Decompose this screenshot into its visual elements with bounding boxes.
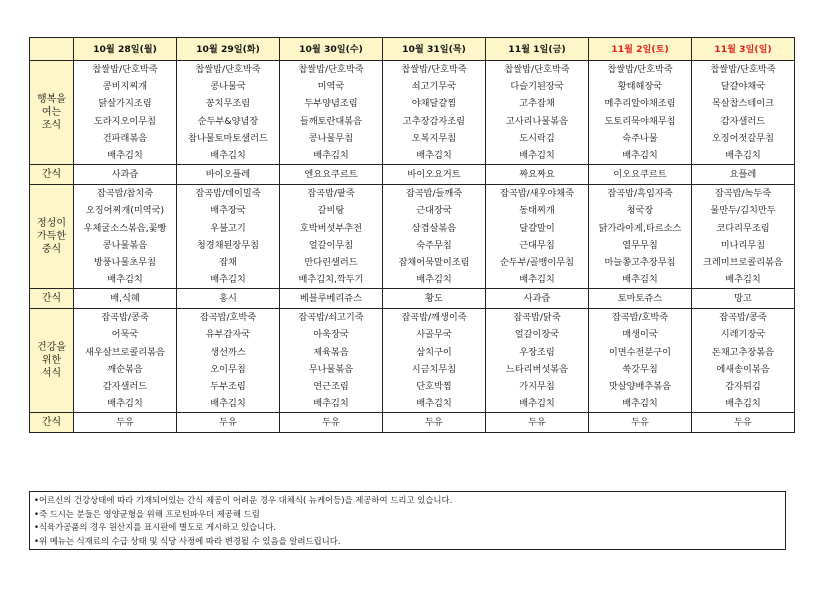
day-header: 10월 28일(월) bbox=[74, 38, 177, 61]
menu-item: 아욱장국 bbox=[313, 329, 349, 341]
menu-item: 감자샐러드 bbox=[102, 381, 148, 392]
menu-item: 잡곡밥/들깨죽 bbox=[405, 188, 463, 200]
day-header: 11월 1일(금) bbox=[486, 38, 589, 61]
menu-item: 찹쌀밥/단호박죽 bbox=[92, 64, 158, 75]
menu-item: 찹쌀밥/단호박죽 bbox=[298, 64, 364, 75]
meal-cell bbox=[383, 61, 486, 165]
snack-cell: 사과즙 bbox=[486, 289, 589, 309]
menu-item: 배추김치 bbox=[519, 274, 555, 286]
morning-snack-row bbox=[30, 165, 795, 185]
menu-item: 청국장 bbox=[626, 205, 654, 217]
meal-cell bbox=[486, 185, 589, 289]
menu-item: 미나리무침 bbox=[720, 239, 766, 251]
menu-item: 배추김치 bbox=[313, 398, 349, 410]
menu-item: 배추김치 bbox=[313, 149, 349, 161]
menu-item: 황태해장국 bbox=[617, 81, 663, 93]
menu-item: 잡곡밥/흑임자죽 bbox=[607, 188, 673, 200]
menu-item: 어묵국 bbox=[111, 329, 139, 341]
menu-item: 두부양념조림 bbox=[304, 98, 358, 110]
menu-item: 잡채어묵말이조림 bbox=[398, 256, 470, 268]
snack-cell: 황도 bbox=[383, 289, 486, 309]
menu-item: 고사리나물볶음 bbox=[505, 115, 569, 127]
menu-item: 배추김치 bbox=[107, 149, 143, 161]
meal-cell bbox=[280, 61, 383, 165]
menu-item: 찹쌀밥/단호박죽 bbox=[607, 64, 673, 75]
snack-cell: 토마토쥬스 bbox=[589, 289, 692, 309]
menu-item: 우불고기 bbox=[210, 222, 246, 234]
menu-item: 닭살가지조림 bbox=[98, 98, 152, 110]
menu-item: 찹쌀밥/단호박죽 bbox=[401, 64, 467, 75]
menu-item: 맛살양배추볶음 bbox=[608, 381, 672, 392]
menu-item: 근대무침 bbox=[519, 239, 555, 251]
snack-cell: 배,식혜 bbox=[74, 289, 177, 309]
menu-item: 쑥갓무침 bbox=[622, 363, 658, 375]
menu-item: 잡곡밥/쇠고기죽 bbox=[298, 312, 364, 324]
menu-item: 제육볶음 bbox=[313, 346, 349, 358]
meal-cell bbox=[692, 309, 795, 413]
menu-item: 배추김치 bbox=[519, 149, 555, 161]
menu-item: 무나물볶음 bbox=[308, 363, 354, 375]
menu-item: 가지무침 bbox=[519, 381, 555, 392]
menu-item: 배추김치 bbox=[725, 274, 761, 286]
menu-item: 만다린샐러드 bbox=[304, 256, 358, 268]
header-row bbox=[30, 38, 795, 61]
meal-cell bbox=[280, 309, 383, 413]
lunch-row-label: 정성이 가득한 중식 bbox=[30, 185, 74, 289]
menu-item: 느타리버섯볶음 bbox=[505, 363, 569, 375]
menu-item: 돈채고추장볶음 bbox=[711, 346, 775, 358]
snack-cell: 사과즙 bbox=[74, 165, 177, 185]
dinner-row-label: 건강을 위한 석식 bbox=[30, 309, 74, 413]
meal-cell bbox=[486, 61, 589, 165]
menu-item: 배추김치 bbox=[416, 274, 452, 286]
menu-item: 마늘쫑고추장무침 bbox=[604, 256, 676, 268]
breakfast-row-label: 행복을 여는 조식 bbox=[30, 61, 74, 165]
menu-item: 고추장감자조림 bbox=[402, 115, 466, 127]
menu-item: 달걀야채국 bbox=[720, 81, 766, 93]
snack-cell: 두유 bbox=[383, 413, 486, 433]
menu-item: 시금치무침 bbox=[411, 363, 457, 375]
snack-label: 간식 bbox=[30, 413, 74, 433]
snack-cell: 이오요쿠르트 bbox=[589, 165, 692, 185]
menu-item: 콩나물국 bbox=[210, 81, 246, 93]
menu-item: 잡곡밥/새우야채죽 bbox=[499, 188, 575, 200]
menu-item: 찹쌀밥/단호박죽 bbox=[504, 64, 570, 75]
note-line: •식육가공품의 경우 원산지를 표시판에 별도로 게시하고 있습니다. bbox=[34, 522, 277, 533]
menu-item: 배추김치 bbox=[622, 149, 658, 161]
menu-item: 찹쌀밥/단호박죽 bbox=[195, 64, 261, 75]
menu-item: 잡곡밥/콩죽 bbox=[719, 312, 767, 324]
day-header: 10월 31일(목) bbox=[383, 38, 486, 61]
menu-item: 꽁치무조림 bbox=[205, 98, 251, 110]
corner-cell bbox=[30, 38, 74, 61]
day-header: 10월 30일(수) bbox=[280, 38, 383, 61]
menu-item: 고추잡채 bbox=[519, 98, 555, 110]
meal-cell bbox=[177, 61, 280, 165]
menu-item: 삼겹살볶음 bbox=[411, 222, 457, 234]
menu-item: 근대장국 bbox=[416, 205, 452, 217]
meal-cell bbox=[280, 185, 383, 289]
menu-item: 오복지무침 bbox=[411, 132, 457, 144]
menu-item: 크레미브로콜리볶음 bbox=[703, 256, 783, 268]
menu-item: 동태찌개 bbox=[519, 205, 555, 217]
menu-item: 찹쌀밥/단호박죽 bbox=[710, 64, 776, 75]
menu-item: 새우살브로콜리볶음 bbox=[85, 346, 165, 358]
menu-item: 메추리알야채조림 bbox=[604, 98, 676, 110]
afternoon-snack-row bbox=[30, 289, 795, 309]
meal-cell bbox=[486, 309, 589, 413]
menu-item: 매생이국 bbox=[622, 329, 658, 341]
notes-box bbox=[29, 491, 786, 550]
menu-item: 물만두/김치만두 bbox=[710, 205, 776, 217]
meal-cell bbox=[383, 309, 486, 413]
menu-item: 잡채 bbox=[219, 256, 237, 268]
menu-item: 단호박찜 bbox=[416, 381, 452, 392]
menu-item: 잡곡밥/녹두죽 bbox=[714, 188, 772, 200]
day-header: 10월 29일(화) bbox=[177, 38, 280, 61]
menu-item: 닭가라아게,타르소스 bbox=[598, 222, 682, 234]
menu-item: 방풍나물초무침 bbox=[93, 256, 157, 268]
day-header-sunday: 11월 3일(일) bbox=[692, 38, 795, 61]
menu-item: 배추김치 bbox=[416, 149, 452, 161]
menu-item: 갈비탕 bbox=[317, 205, 345, 217]
menu-item: 오이무침 bbox=[210, 363, 246, 375]
menu-item: 도토리묵야채무침 bbox=[604, 115, 676, 127]
meal-cell bbox=[177, 185, 280, 289]
meal-cell bbox=[177, 309, 280, 413]
menu-item: 유부감자국 bbox=[205, 329, 251, 341]
menu-item: 콩비지찌개 bbox=[102, 81, 148, 93]
meal-cell bbox=[74, 61, 177, 165]
dinner-row bbox=[30, 309, 795, 413]
menu-item: 배추김치 bbox=[622, 398, 658, 410]
snack-cell: 바이오요거트 bbox=[383, 165, 486, 185]
evening-snack-row bbox=[30, 413, 795, 433]
menu-item: 사골무국 bbox=[416, 329, 452, 341]
menu-item: 미역국 bbox=[317, 81, 345, 93]
menu-item: 호박버섯부추전 bbox=[299, 222, 363, 234]
menu-item: 생선까스 bbox=[210, 346, 246, 358]
breakfast-row bbox=[30, 61, 795, 165]
meal-cell bbox=[74, 309, 177, 413]
menu-item: 잡곡밥/팥죽 bbox=[307, 188, 355, 200]
day-header-saturday: 11월 2일(토) bbox=[589, 38, 692, 61]
snack-cell: 두유 bbox=[692, 413, 795, 433]
snack-cell: 두유 bbox=[589, 413, 692, 433]
menu-item: 두부조림 bbox=[210, 381, 246, 392]
menu-item: 목살찹스테이크 bbox=[711, 98, 775, 110]
menu-item: 배추김치 bbox=[519, 398, 555, 410]
menu-item: 우체굴소스볶음,꽃빵 bbox=[83, 222, 167, 234]
menu-item: 순두부&양념장 bbox=[197, 115, 259, 127]
meal-cell bbox=[383, 185, 486, 289]
note-line: •위 메뉴는 식재료의 수급 상태 및 식당 사정에 따라 변경될 수 있음을 알려드립니다. bbox=[34, 535, 341, 546]
menu-item: 배추김치 bbox=[210, 149, 246, 161]
snack-cell: 망고 bbox=[692, 289, 795, 309]
menu-item: 배추장국 bbox=[210, 205, 246, 217]
menu-item: 야채달걀찜 bbox=[411, 98, 457, 110]
menu-item: 참나물토마토샐러드 bbox=[188, 132, 268, 144]
meal-cell bbox=[74, 185, 177, 289]
menu-item: 배추김치 bbox=[725, 398, 761, 410]
menu-item: 배추김치 bbox=[725, 149, 761, 161]
menu-item: 쇠고기무국 bbox=[411, 81, 457, 93]
snack-cell: 두유 bbox=[74, 413, 177, 433]
menu-item: 감자샐러드 bbox=[720, 115, 766, 127]
snack-cell: 요플레 bbox=[692, 165, 795, 185]
menu-item: 도라지오이무침 bbox=[93, 115, 157, 127]
snack-cell: 엔요요쿠르트 bbox=[280, 165, 383, 185]
note-line: •어르신의 건강상태에 따라 기재되어있는 간식 제공이 어려운 경우 대체식( 뉴케어등)을 제공하여 드리고 있습니다. bbox=[34, 495, 453, 505]
lunch-row bbox=[30, 185, 795, 289]
meal-cell bbox=[692, 61, 795, 165]
menu-item: 연근조림 bbox=[313, 381, 349, 392]
meal-cell bbox=[589, 309, 692, 413]
menu-item: 오징어찌개(미역국) bbox=[85, 205, 165, 217]
menu-item: 숙주나물 bbox=[622, 132, 658, 144]
menu-item: 배추김치 bbox=[210, 274, 246, 286]
menu-item: 코다리무조림 bbox=[716, 222, 770, 234]
note-line: •죽 드시는 분들은 영양균형을 위해 프로틴파우더 제공해 드림 bbox=[34, 508, 260, 519]
menu-item: 잡곡밥/데이밀죽 bbox=[195, 188, 261, 200]
weekly-menu-table bbox=[29, 37, 795, 433]
snack-cell: 바이오플레 bbox=[177, 165, 280, 185]
menu-item: 배추김치 bbox=[107, 274, 143, 286]
menu-item: 이면수전분구이 bbox=[608, 346, 672, 358]
menu-item: 깨순볶음 bbox=[107, 363, 143, 375]
menu-item: 도시락김 bbox=[519, 132, 555, 144]
menu-item: 잡곡밥/호박죽 bbox=[199, 312, 257, 324]
menu-item: 배추김치 bbox=[210, 398, 246, 410]
menu-item: 잡곡밥/참치죽 bbox=[96, 188, 154, 200]
menu-item: 우장조림 bbox=[519, 346, 555, 358]
snack-cell: 두유 bbox=[177, 413, 280, 433]
snack-cell: 두유 bbox=[280, 413, 383, 433]
meal-cell bbox=[589, 185, 692, 289]
menu-item: 얼갈이장국 bbox=[514, 329, 560, 341]
menu-item: 잡곡밥/닭죽 bbox=[513, 312, 561, 324]
meal-cell bbox=[589, 61, 692, 165]
menu-item: 배추김치,깍두기 bbox=[298, 274, 364, 286]
menu-item: 열무무침 bbox=[622, 239, 658, 251]
menu-item: 오징어젓갈무침 bbox=[711, 132, 775, 144]
snack-cell: 짜요짜요 bbox=[486, 165, 589, 185]
menu-item: 배추김치 bbox=[107, 398, 143, 410]
menu-item: 건파래볶음 bbox=[102, 132, 148, 144]
menu-item: 콩나물무침 bbox=[308, 132, 354, 144]
menu-item: 얼갈이무침 bbox=[308, 239, 354, 251]
menu-item: 청경채된장무침 bbox=[196, 239, 260, 251]
menu-item: 잡곡밥/콩죽 bbox=[101, 312, 149, 324]
menu-item: 잡곡밥/깨생이죽 bbox=[401, 312, 467, 324]
menu-item: 잡곡밥/호박죽 bbox=[611, 312, 669, 324]
menu-item: 순두부/골뱅이무침 bbox=[499, 256, 575, 268]
menu-item: 달걀말이 bbox=[519, 222, 555, 234]
snack-cell: 베블루베리쥬스 bbox=[280, 289, 383, 309]
snack-label: 간식 bbox=[30, 165, 74, 185]
snack-label: 간식 bbox=[30, 289, 74, 309]
menu-item: 에새송이볶음 bbox=[716, 363, 770, 375]
menu-item: 시레기장국 bbox=[720, 329, 766, 341]
menu-item: 감자튀김 bbox=[725, 381, 761, 392]
snack-cell: 두유 bbox=[486, 413, 589, 433]
menu-item: 다슬기된장국 bbox=[510, 81, 564, 93]
meal-cell bbox=[692, 185, 795, 289]
menu-item: 배추김치 bbox=[416, 398, 452, 410]
menu-item: 콩나물볶음 bbox=[102, 239, 148, 251]
menu-item: 배추김치 bbox=[622, 274, 658, 286]
menu-item: 숙주무침 bbox=[416, 239, 452, 251]
menu-item: 삼치구이 bbox=[416, 346, 452, 358]
menu-item: 들깨토란대볶음 bbox=[299, 115, 363, 127]
snack-cell: 홍시 bbox=[177, 289, 280, 309]
